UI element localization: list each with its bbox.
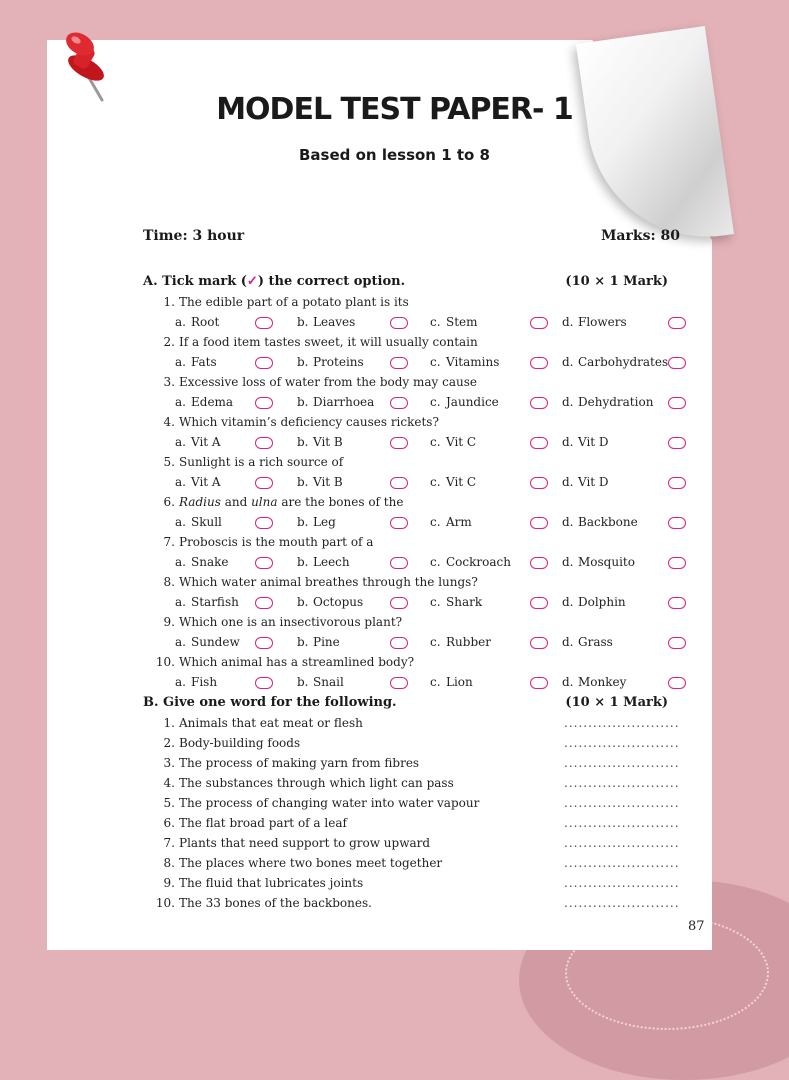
item-text: Plants that need support to grow upward: [179, 836, 431, 850]
section-a-heading: [143, 274, 668, 289]
item-text: The fluid that lubricates joints: [179, 876, 364, 890]
answer-bubble[interactable]: [255, 677, 273, 689]
item-number: 10.: [155, 896, 175, 910]
option-text: Leg: [313, 515, 336, 529]
option-text: Dolphin: [578, 595, 626, 609]
option-text: Diarrhoea: [313, 395, 375, 409]
answer-bubble[interactable]: [668, 357, 686, 369]
option-letter: d.: [562, 475, 574, 489]
option-label: [297, 475, 343, 489]
option-text: Monkey: [578, 675, 627, 689]
item-text: The substances through which light can pass: [179, 776, 454, 790]
question-text: The edible part of a potato plant is its: [179, 295, 409, 309]
option-letter: c.: [430, 435, 441, 449]
option-letter: a.: [175, 395, 186, 409]
option-label: [175, 315, 219, 329]
option-label: [562, 435, 609, 449]
option-letter: c.: [430, 395, 441, 409]
question-text: Excessive loss of water from the body may cause: [179, 375, 478, 389]
option-label: [175, 555, 228, 569]
question: [155, 655, 414, 669]
option-label: [297, 555, 350, 569]
question-number: 9.: [163, 615, 175, 629]
answer-bubble[interactable]: [530, 597, 548, 609]
answer-bubble[interactable]: [255, 637, 273, 649]
option-label: [297, 435, 343, 449]
option-text: Grass: [578, 635, 613, 649]
option-letter: a.: [175, 555, 186, 569]
one-word-item: [155, 896, 372, 910]
option-label: [430, 675, 473, 689]
option-label: [430, 435, 476, 449]
question-number: 8.: [163, 575, 175, 589]
answer-bubble[interactable]: [390, 357, 408, 369]
option-label: [297, 675, 344, 689]
question-text: Which vitamin’s deficiency causes rickets?: [179, 415, 439, 429]
option-label: [562, 355, 668, 369]
answer-bubble[interactable]: [668, 597, 686, 609]
one-word-item: [155, 816, 347, 830]
option-text: Flowers: [578, 315, 627, 329]
option-text: Proteins: [313, 355, 364, 369]
page-number: 87: [688, 919, 705, 934]
option-label: [430, 355, 499, 369]
time-label: Time: 3 hour: [143, 228, 245, 244]
answer-bubble[interactable]: [255, 397, 273, 409]
option-letter: b.: [297, 395, 309, 409]
option-text: Edema: [191, 395, 234, 409]
tick-mark-icon: ✓: [246, 274, 258, 289]
item-number: 4.: [163, 776, 175, 790]
option-label: [297, 595, 363, 609]
answer-blank[interactable]: ........................: [564, 716, 680, 730]
question-number: 5.: [163, 455, 175, 469]
item-number: 7.: [163, 836, 175, 850]
option-label: [175, 675, 217, 689]
answer-bubble[interactable]: [530, 317, 548, 329]
option-letter: b.: [297, 435, 309, 449]
option-label: [430, 515, 472, 529]
section-b-heading-text: B. Give one word for the following.: [143, 695, 397, 710]
option-label: [175, 355, 217, 369]
item-number: 2.: [163, 736, 175, 750]
option-letter: c.: [430, 315, 441, 329]
item-text: Body-building foods: [179, 736, 301, 750]
option-text: Fats: [191, 355, 217, 369]
one-word-item: [155, 856, 442, 870]
option-text: Jaundice: [446, 395, 499, 409]
option-text: Leaves: [313, 315, 356, 329]
option-text: Backbone: [578, 515, 638, 529]
option-letter: d.: [562, 435, 574, 449]
answer-bubble[interactable]: [255, 557, 273, 569]
option-label: [175, 395, 233, 409]
section-a-heading-text-end: ) the correct option.: [257, 274, 406, 289]
option-letter: c.: [430, 475, 441, 489]
question: [155, 615, 402, 629]
option-label: [562, 315, 627, 329]
option-label: [297, 355, 364, 369]
one-word-item: [155, 836, 430, 850]
option-label: [562, 555, 635, 569]
item-text: The flat broad part of a leaf: [179, 816, 347, 830]
option-letter: d.: [562, 555, 574, 569]
option-label: [430, 315, 478, 329]
question-text: Proboscis is the mouth part of a: [179, 535, 374, 549]
option-letter: a.: [175, 435, 186, 449]
option-label: [562, 515, 638, 529]
question: [155, 535, 373, 549]
option-letter: a.: [175, 595, 186, 609]
one-word-item: [155, 776, 454, 790]
option-label: [562, 675, 626, 689]
option-text: Skull: [191, 515, 222, 529]
option-text: Vit A: [191, 435, 221, 449]
option-letter: a.: [175, 675, 186, 689]
answer-bubble[interactable]: [255, 517, 273, 529]
question-text: and: [220, 495, 252, 509]
option-letter: c.: [430, 595, 441, 609]
one-word-item: [155, 716, 363, 730]
option-letter: b.: [297, 635, 309, 649]
option-text: Vit D: [578, 475, 609, 489]
answer-blank[interactable]: ........................: [564, 756, 680, 770]
answer-blank[interactable]: ........................: [564, 776, 680, 790]
answer-bubble[interactable]: [668, 477, 686, 489]
section-a-marks: (10 × 1 Mark): [565, 274, 668, 289]
option-text: Pine: [313, 635, 340, 649]
answer-bubble[interactable]: [390, 637, 408, 649]
option-label: [430, 475, 476, 489]
option-letter: a.: [175, 315, 186, 329]
answer-blank[interactable]: ........................: [564, 736, 680, 750]
answer-bubble[interactable]: [530, 357, 548, 369]
answer-bubble[interactable]: [255, 317, 273, 329]
question-text: Which animal has a streamlined body?: [179, 655, 415, 669]
option-text: Cockroach: [446, 555, 511, 569]
question-text: Which one is an insectivorous plant?: [179, 615, 403, 629]
answer-bubble[interactable]: [255, 357, 273, 369]
option-text: Vit A: [191, 475, 221, 489]
answer-bubble[interactable]: [668, 437, 686, 449]
question-number: 6.: [163, 495, 175, 509]
page-subtitle: Based on lesson 1 to 8: [299, 146, 490, 164]
option-label: [175, 635, 240, 649]
question: [155, 495, 403, 509]
option-text: Snake: [191, 555, 229, 569]
option-label: [562, 635, 613, 649]
item-number: 5.: [163, 796, 175, 810]
option-text: Shark: [446, 595, 483, 609]
answer-blank[interactable]: ........................: [564, 876, 680, 890]
answer-bubble[interactable]: [668, 637, 686, 649]
option-text: Vit B: [313, 475, 343, 489]
option-label: [562, 595, 626, 609]
option-letter: b.: [297, 315, 309, 329]
answer-bubble[interactable]: [530, 557, 548, 569]
option-letter: b.: [297, 555, 309, 569]
question-number: 2.: [163, 335, 175, 349]
answer-blank[interactable]: ........................: [564, 836, 680, 850]
item-number: 9.: [163, 876, 175, 890]
answer-bubble[interactable]: [390, 477, 408, 489]
option-letter: d.: [562, 515, 574, 529]
question: [155, 295, 409, 309]
option-letter: a.: [175, 355, 186, 369]
answer-blank[interactable]: ........................: [564, 896, 680, 910]
answer-bubble[interactable]: [390, 597, 408, 609]
option-letter: b.: [297, 515, 309, 529]
option-letter: c.: [430, 675, 441, 689]
question: [155, 335, 478, 349]
page-title: MODEL TEST PAPER- 1: [216, 92, 573, 127]
option-letter: d.: [562, 635, 574, 649]
option-letter: d.: [562, 595, 574, 609]
option-text: Sundew: [191, 635, 240, 649]
answer-bubble[interactable]: [668, 677, 686, 689]
item-text: Animals that eat meat or flesh: [179, 716, 363, 730]
answer-bubble[interactable]: [668, 397, 686, 409]
option-label: [175, 515, 222, 529]
option-text: Stem: [446, 315, 478, 329]
answer-bubble[interactable]: [530, 677, 548, 689]
option-text: Vitamins: [446, 355, 500, 369]
option-letter: b.: [297, 475, 309, 489]
option-label: [430, 595, 482, 609]
question-text: Which water animal breathes through the lungs?: [179, 575, 478, 589]
option-text: Vit C: [446, 435, 477, 449]
option-text: Leech: [313, 555, 350, 569]
option-label: [175, 595, 239, 609]
option-letter: c.: [430, 355, 441, 369]
option-text: Snail: [313, 675, 344, 689]
answer-blank[interactable]: ........................: [564, 816, 680, 830]
item-number: 1.: [163, 716, 175, 730]
option-text: Fish: [191, 675, 218, 689]
option-text: Root: [191, 315, 220, 329]
answer-bubble[interactable]: [530, 397, 548, 409]
question-number: 7.: [163, 535, 175, 549]
one-word-item: [155, 756, 419, 770]
item-number: 8.: [163, 856, 175, 870]
item-text: The 33 bones of the backbones.: [179, 896, 372, 910]
option-label: [562, 395, 653, 409]
option-label: [430, 395, 499, 409]
option-letter: b.: [297, 595, 309, 609]
answer-bubble[interactable]: [390, 437, 408, 449]
option-letter: d.: [562, 355, 574, 369]
section-a-heading-text: A. Tick mark (: [143, 274, 247, 289]
option-letter: a.: [175, 475, 186, 489]
item-text: The places where two bones meet together: [179, 856, 443, 870]
question-number: 3.: [163, 375, 175, 389]
option-label: [297, 315, 355, 329]
option-label: [297, 515, 336, 529]
answer-bubble[interactable]: [668, 317, 686, 329]
option-label: [297, 395, 374, 409]
question-text: Radius: [179, 495, 221, 509]
question: [155, 575, 478, 589]
question-text: Sunlight is a rich source of: [179, 455, 344, 469]
option-letter: c.: [430, 635, 441, 649]
option-text: Arm: [446, 515, 472, 529]
section-b-heading: [143, 695, 668, 710]
option-text: Octopus: [313, 595, 364, 609]
answer-bubble[interactable]: [255, 597, 273, 609]
option-text: Mosquito: [578, 555, 635, 569]
option-letter: c.: [430, 515, 441, 529]
option-label: [562, 475, 609, 489]
item-number: 6.: [163, 816, 175, 830]
option-letter: b.: [297, 675, 309, 689]
option-label: [430, 555, 511, 569]
one-word-item: [155, 736, 300, 750]
question-number: 1.: [163, 295, 175, 309]
option-letter: d.: [562, 315, 574, 329]
section-b-marks: (10 × 1 Mark): [565, 695, 668, 710]
option-text: Carbohydrates: [578, 355, 669, 369]
option-label: [175, 435, 221, 449]
question: [155, 375, 477, 389]
answer-bubble[interactable]: [390, 677, 408, 689]
answer-bubble[interactable]: [530, 517, 548, 529]
answer-bubble[interactable]: [390, 317, 408, 329]
option-label: [297, 635, 340, 649]
answer-bubble[interactable]: [390, 397, 408, 409]
answer-bubble[interactable]: [255, 437, 273, 449]
option-text: Vit B: [313, 435, 343, 449]
answer-bubble[interactable]: [530, 477, 548, 489]
option-letter: d.: [562, 395, 574, 409]
one-word-item: [155, 796, 479, 810]
option-text: Dehydration: [578, 395, 654, 409]
one-word-item: [155, 876, 363, 890]
option-label: [175, 475, 221, 489]
answer-blank[interactable]: ........................: [564, 856, 680, 870]
option-letter: c.: [430, 555, 441, 569]
item-number: 3.: [163, 756, 175, 770]
option-text: Starfish: [191, 595, 239, 609]
answer-bubble[interactable]: [668, 557, 686, 569]
question-text: If a food item tastes sweet, it will usually contain: [179, 335, 478, 349]
option-letter: d.: [562, 675, 574, 689]
marks-label: Marks: 80: [600, 228, 680, 244]
option-text: Vit C: [446, 475, 477, 489]
item-text: The process of changing water into water vapour: [179, 796, 480, 810]
option-label: [430, 635, 491, 649]
item-text: The process of making yarn from fibres: [179, 756, 420, 770]
question-text: ulna: [251, 495, 278, 509]
answer-bubble[interactable]: [530, 637, 548, 649]
answer-bubble[interactable]: [390, 517, 408, 529]
question-number: 10.: [155, 655, 175, 669]
option-text: Lion: [446, 675, 473, 689]
option-text: Rubber: [446, 635, 491, 649]
answer-bubble[interactable]: [255, 477, 273, 489]
answer-bubble[interactable]: [390, 557, 408, 569]
answer-blank[interactable]: ........................: [564, 796, 680, 810]
option-text: Vit D: [578, 435, 609, 449]
option-letter: b.: [297, 355, 309, 369]
option-letter: a.: [175, 635, 186, 649]
answer-bubble[interactable]: [668, 517, 686, 529]
question: [155, 455, 343, 469]
question-number: 4.: [163, 415, 175, 429]
option-letter: a.: [175, 515, 186, 529]
answer-bubble[interactable]: [530, 437, 548, 449]
question: [155, 415, 439, 429]
question-text: are the bones of the: [277, 495, 404, 509]
